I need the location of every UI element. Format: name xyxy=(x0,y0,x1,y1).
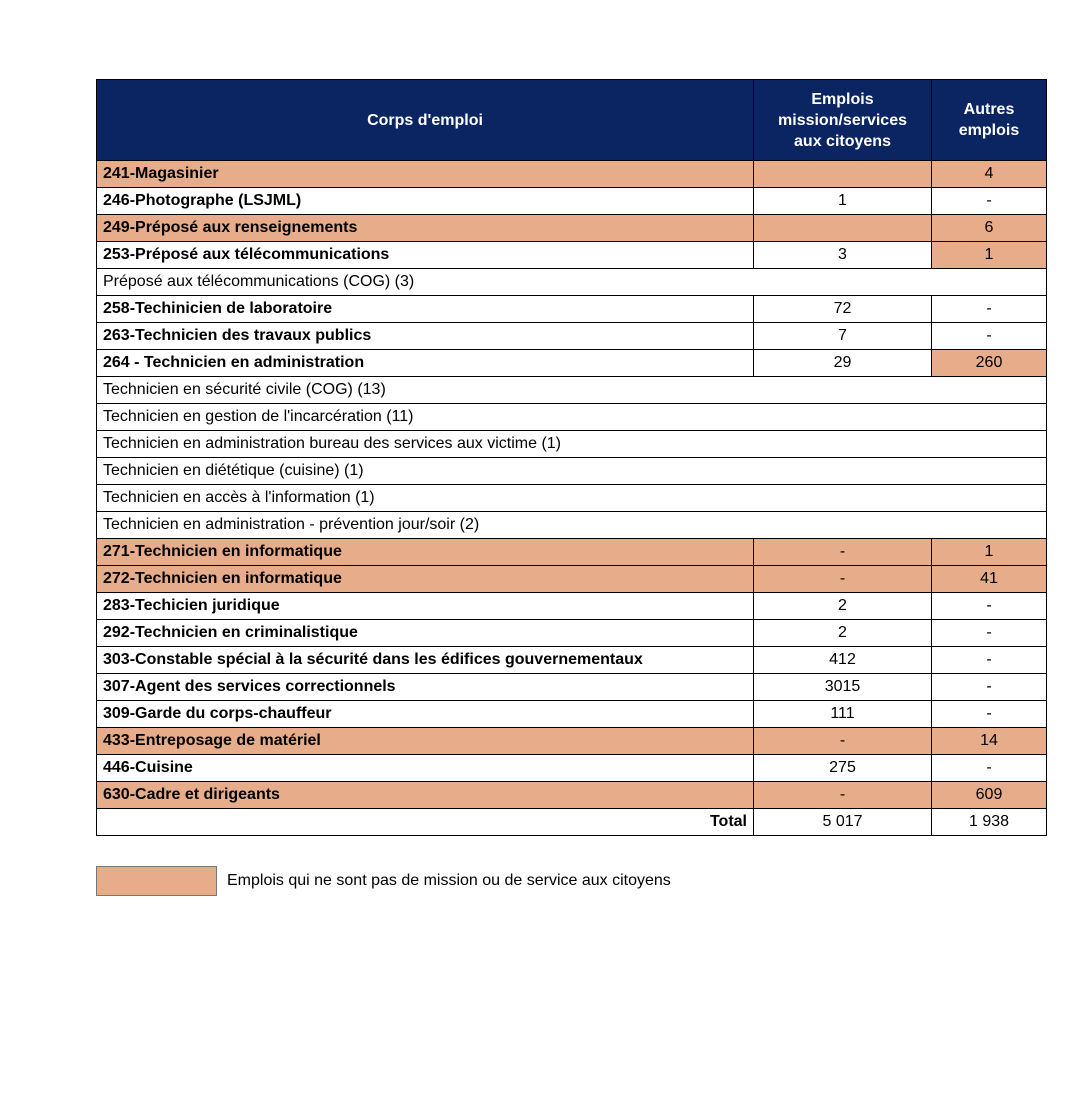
autres-cell: 4 xyxy=(932,161,1047,188)
table-row xyxy=(97,701,1047,728)
autres-cell: - xyxy=(932,674,1047,701)
table-row xyxy=(97,161,1047,188)
table-subrow xyxy=(97,404,1047,431)
corps-emploi-cell: 303-Constable spécial à la sécurité dans les édifices gouvernementaux xyxy=(97,647,754,674)
autres-cell: - xyxy=(932,296,1047,323)
corps-emploi-cell: 309-Garde du corps-chauffeur xyxy=(97,701,754,728)
table-subrow xyxy=(97,377,1047,404)
autres-cell: 41 xyxy=(932,566,1047,593)
autres-cell: 1 xyxy=(932,242,1047,269)
autres-cell: 609 xyxy=(932,782,1047,809)
subrow-label: Technicien en gestion de l'incarcération (11) xyxy=(97,404,1047,431)
table-row xyxy=(97,728,1047,755)
table-row xyxy=(97,188,1047,215)
legend-swatch xyxy=(96,866,217,896)
corps-emploi-cell: 258-Techinicien de laboratoire xyxy=(97,296,754,323)
corps-emploi-cell: 630-Cadre et dirigeants xyxy=(97,782,754,809)
legend-text: Emplois qui ne sont pas de mission ou de service aux citoyens xyxy=(227,872,671,889)
corps-emploi-cell: 433-Entreposage de matériel xyxy=(97,728,754,755)
header-corps-emploi: Corps d'emploi xyxy=(97,80,754,161)
autres-cell: - xyxy=(932,620,1047,647)
table-row xyxy=(97,296,1047,323)
table-subrow xyxy=(97,485,1047,512)
corps-emploi-cell: 264 - Technicien en administration xyxy=(97,350,754,377)
autres-cell: 6 xyxy=(932,215,1047,242)
corps-emploi-cell: 292-Technicien en criminalistique xyxy=(97,620,754,647)
autres-cell: 1 xyxy=(932,539,1047,566)
mission-cell: - xyxy=(754,782,932,809)
table-subrow xyxy=(97,458,1047,485)
header-emplois-mission: Emplois mission/services aux citoyens xyxy=(754,80,932,161)
table-row xyxy=(97,323,1047,350)
mission-cell: 72 xyxy=(754,296,932,323)
corps-emploi-cell: 253-Préposé aux télécommunications xyxy=(97,242,754,269)
corps-emploi-cell: 446-Cuisine xyxy=(97,755,754,782)
table-row xyxy=(97,620,1047,647)
table-row xyxy=(97,215,1047,242)
mission-cell: 3 xyxy=(754,242,932,269)
employment-table xyxy=(96,79,1047,836)
autres-cell: - xyxy=(932,701,1047,728)
mission-cell: 2 xyxy=(754,620,932,647)
mission-cell: 111 xyxy=(754,701,932,728)
autres-cell: - xyxy=(932,755,1047,782)
subrow-label: Technicien en diététique (cuisine) (1) xyxy=(97,458,1047,485)
subrow-label: Technicien en administration bureau des services aux victime (1) xyxy=(97,431,1047,458)
mission-cell: - xyxy=(754,728,932,755)
mission-cell: - xyxy=(754,566,932,593)
mission-cell: 412 xyxy=(754,647,932,674)
mission-cell xyxy=(754,161,932,188)
table-row xyxy=(97,539,1047,566)
subrow-label: Technicien en sécurité civile (COG) (13) xyxy=(97,377,1047,404)
table-row xyxy=(97,647,1047,674)
corps-emploi-cell: 271-Technicien en informatique xyxy=(97,539,754,566)
corps-emploi-cell: 307-Agent des services correctionnels xyxy=(97,674,754,701)
autres-cell: - xyxy=(932,647,1047,674)
table-row xyxy=(97,782,1047,809)
mission-cell xyxy=(754,215,932,242)
legend xyxy=(96,866,671,896)
mission-cell: 7 xyxy=(754,323,932,350)
mission-cell: 2 xyxy=(754,593,932,620)
table-row xyxy=(97,566,1047,593)
table-body xyxy=(97,161,1047,809)
table-row xyxy=(97,755,1047,782)
total-mission: 5 017 xyxy=(754,809,932,836)
autres-cell: - xyxy=(932,188,1047,215)
total-row xyxy=(97,809,1047,836)
autres-cell: 14 xyxy=(932,728,1047,755)
table-row xyxy=(97,242,1047,269)
autres-cell: - xyxy=(932,323,1047,350)
table-header-row xyxy=(97,80,1047,161)
mission-cell: - xyxy=(754,539,932,566)
corps-emploi-cell: 263-Technicien des travaux publics xyxy=(97,323,754,350)
total-label: Total xyxy=(97,809,754,836)
document-page xyxy=(96,79,1046,836)
subrow-label: Préposé aux télécommunications (COG) (3) xyxy=(97,269,1047,296)
table-row xyxy=(97,350,1047,377)
autres-cell: - xyxy=(932,593,1047,620)
table-subrow xyxy=(97,512,1047,539)
subrow-label: Technicien en accès à l'information (1) xyxy=(97,485,1047,512)
table-subrow xyxy=(97,269,1047,296)
autres-cell: 260 xyxy=(932,350,1047,377)
mission-cell: 3015 xyxy=(754,674,932,701)
mission-cell: 1 xyxy=(754,188,932,215)
header-autres-emplois: Autres emplois xyxy=(932,80,1047,161)
total-autres: 1 938 xyxy=(932,809,1047,836)
corps-emploi-cell: 246-Photographe (LSJML) xyxy=(97,188,754,215)
subrow-label: Technicien en administration - prévention jour/soir (2) xyxy=(97,512,1047,539)
table-row xyxy=(97,674,1047,701)
mission-cell: 29 xyxy=(754,350,932,377)
corps-emploi-cell: 249-Préposé aux renseignements xyxy=(97,215,754,242)
corps-emploi-cell: 272-Technicien en informatique xyxy=(97,566,754,593)
corps-emploi-cell: 283-Techicien juridique xyxy=(97,593,754,620)
mission-cell: 275 xyxy=(754,755,932,782)
table-subrow xyxy=(97,431,1047,458)
corps-emploi-cell: 241-Magasinier xyxy=(97,161,754,188)
table-row xyxy=(97,593,1047,620)
